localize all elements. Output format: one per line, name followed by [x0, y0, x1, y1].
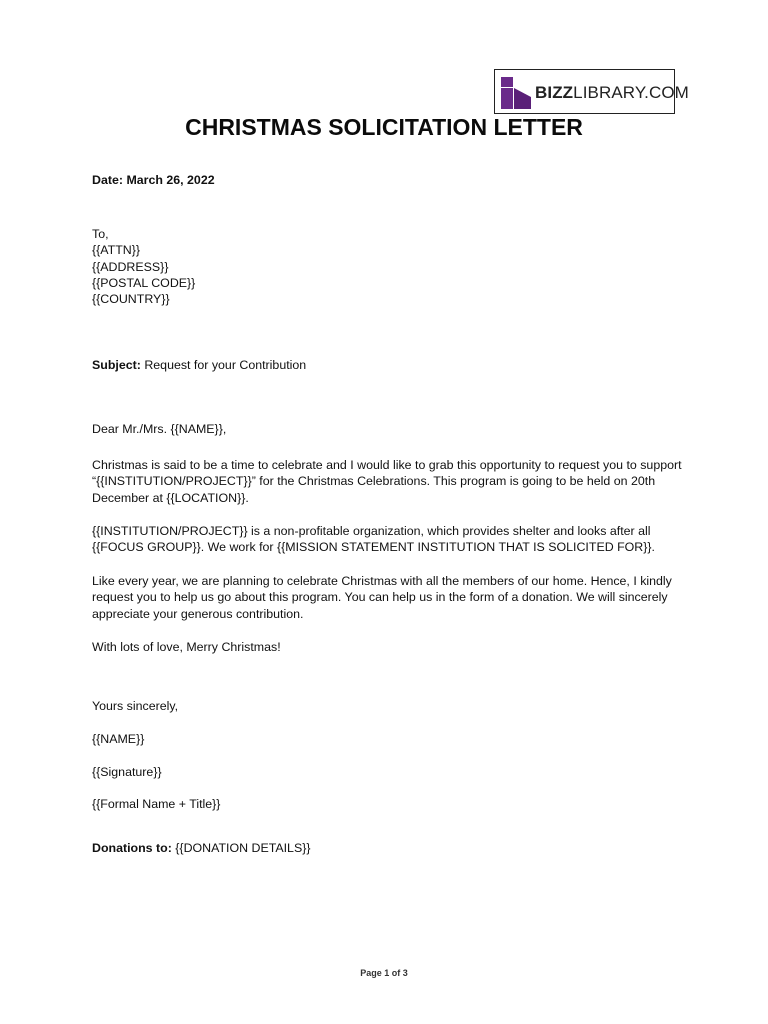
logo-text: BIZZLIBRARY.COM	[535, 83, 689, 102]
subject-line: Subject: Request for your Contribution	[92, 358, 307, 372]
body-paragraph-2: {{INSTITUTION/PROJECT}} is a non-profitable organization, which provides shelter and looks after all {{FOCUS GROUP}}. We work for {{MISSION STATEMENT INSTITUTION THAT IS SOLICITED FOR}}.	[92, 524, 655, 555]
formal-name-title: {{Formal Name + Title}}	[92, 797, 221, 811]
page-number: Page 1 of 3	[360, 968, 408, 978]
bizzlibrary-logo-icon	[501, 77, 531, 109]
recipient-country: {{COUNTRY}}	[92, 292, 170, 306]
signature-placeholder: {{Signature}}	[92, 765, 162, 779]
body-paragraph-3: Like every year, we are planning to celebrate Christmas with all the members of our home. Hence, I kindly request you to help us go about this program. You can help us in the form of a donation. We will sincerely appreciate your generous contribution.	[92, 574, 672, 621]
sender-name: {{NAME}}	[92, 732, 145, 746]
date-line: Date: March 26, 2022	[92, 173, 215, 187]
bizzlibrary-logo[interactable]	[494, 69, 689, 114]
recipient-attn: {{ATTN}}	[92, 243, 140, 257]
recipient-address: {{ADDRESS}}	[92, 260, 169, 274]
salutation: Dear Mr./Mrs. {{NAME}},	[92, 422, 227, 436]
body-paragraph-1: Christmas is said to be a time to celebrate and I would like to grab this opportunity to request you to support “{{INSTITUTION/PROJECT}}” for the Christmas Celebrations. This program is going to be held on 20th December at {{LOCATION}}.	[92, 458, 682, 505]
donations-line: Donations to: {{DONATION DETAILS}}	[92, 841, 311, 855]
document-title: CHRISTMAS SOLICITATION LETTER	[185, 114, 583, 140]
body-paragraph-4: With lots of love, Merry Christmas!	[92, 640, 281, 654]
closing: Yours sincerely,	[92, 699, 179, 713]
recipient-postal-code: {{POSTAL CODE}}	[92, 276, 196, 290]
to-label: To,	[92, 227, 109, 241]
